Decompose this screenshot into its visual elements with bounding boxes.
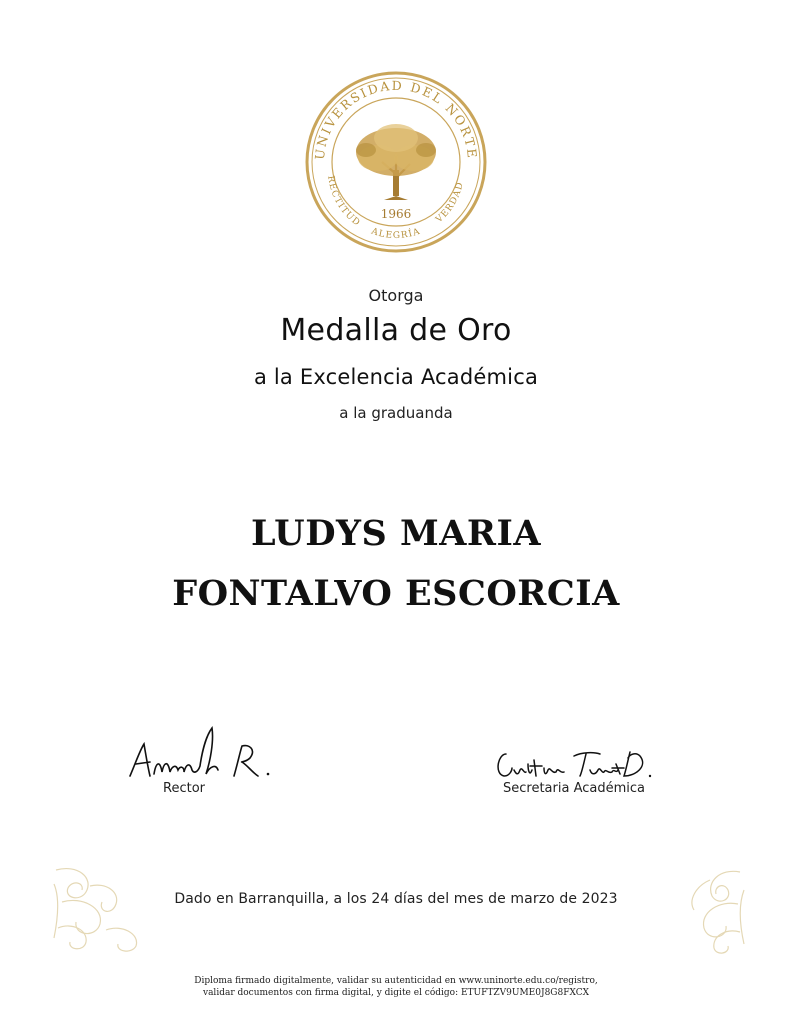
seal-motto-right: VERDAD	[434, 180, 466, 226]
svg-text:VERDAD	[434, 180, 466, 225]
floral-ornament-left	[50, 858, 154, 956]
university-seal	[304, 70, 488, 254]
secretary-label: Secretaria Académica	[503, 781, 645, 796]
award-intro: Otorga	[368, 286, 424, 305]
seal-year: 1966	[380, 207, 412, 221]
award-subtitle: a la Excelencia Académica	[253, 365, 539, 389]
recipient-name-line2: FONTALVO ESCORCIA	[172, 573, 620, 614]
seal-motto-left: RECTITUD	[325, 175, 363, 229]
seal-arc-text: UNIVERSIDAD DEL NORTE	[311, 77, 481, 161]
verification-note-line2: validar documentos con firma digital, y digite el código: ETUFTZV9UME0J8G8FXCX	[202, 988, 589, 998]
tree-icon	[356, 124, 436, 200]
recipient-name-line1: LUDYS MARIA	[250, 513, 542, 554]
rector-label: Rector	[163, 781, 205, 796]
secretary-signature	[490, 744, 660, 784]
award-title: Medalla de Oro	[280, 313, 512, 348]
verification-note-line1: Diploma firmado digitalmente, validar su autenticidad en www.uninorte.edu.co/registro,	[194, 976, 598, 986]
rector-signature	[124, 722, 294, 784]
issued-date-text: Dado en Barranquilla, a los 24 días del mes de marzo de 2023	[174, 891, 618, 907]
seal-motto-bottom: ALEGRÍA	[369, 226, 423, 242]
floral-ornament-right	[680, 860, 746, 956]
svg-text:ALEGRÍA	[369, 226, 422, 241]
recipient-label: a la graduanda	[339, 404, 453, 422]
